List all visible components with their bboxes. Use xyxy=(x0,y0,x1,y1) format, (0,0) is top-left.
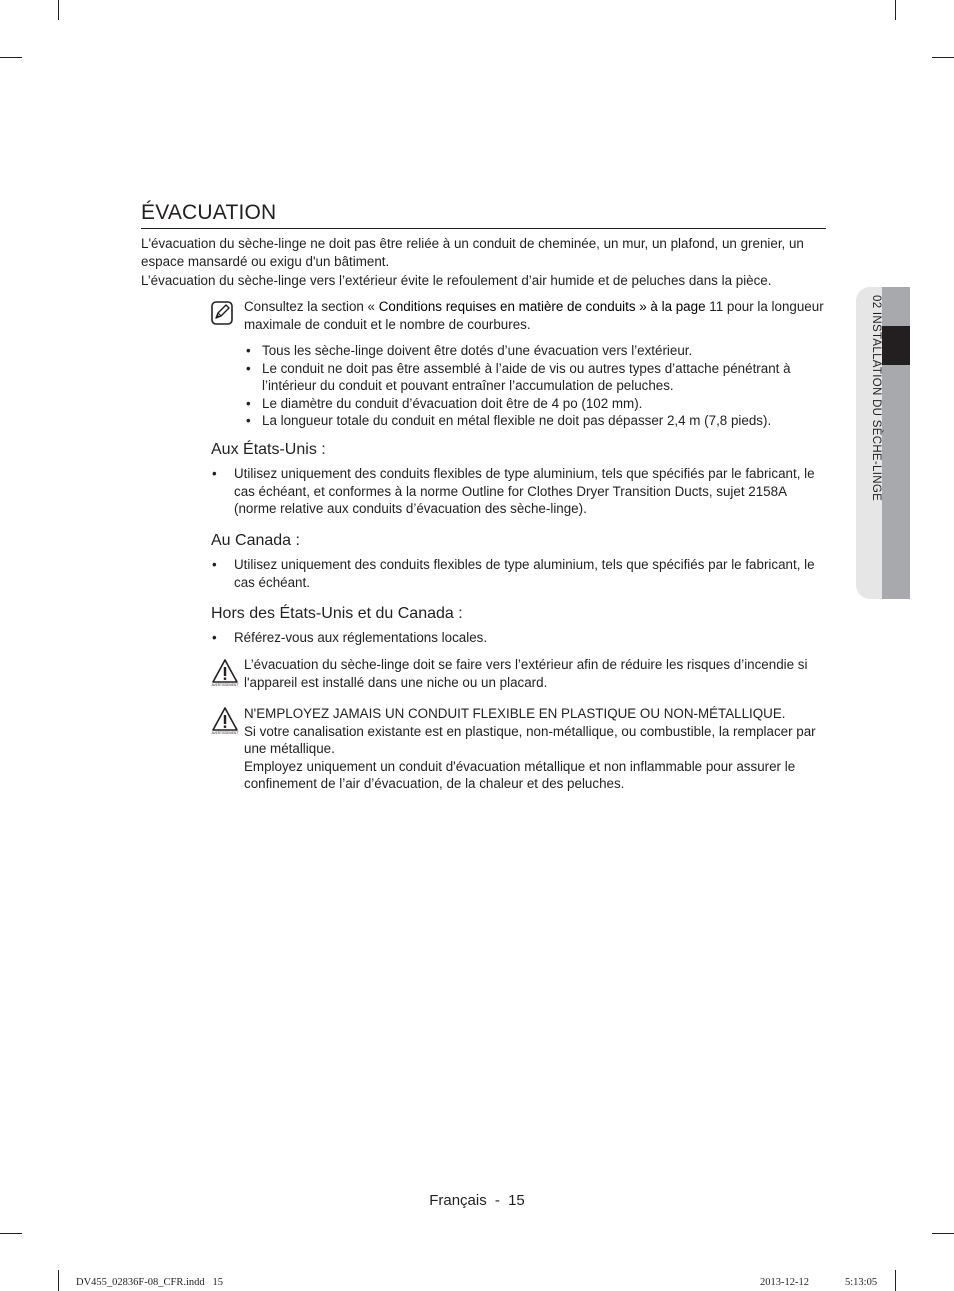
warning-text-1: L’évacuation du sèche-linge doit se faire vers l’extérieur afin de réduire les risques d’incendie si l'appareil est installé dans une niche ou un placard. xyxy=(244,657,808,690)
section-title: ÉVACUATION xyxy=(141,200,826,229)
note-pencil-icon xyxy=(211,301,233,325)
page-number: 15 xyxy=(508,1192,525,1209)
list-item: • Tous les sèche-linge doivent être dotés d’une évacuation vers l’extérieur. xyxy=(246,343,693,358)
page-footer xyxy=(0,1192,954,1209)
warning-label: AVERTISSEMENT xyxy=(211,731,239,735)
footer-separator: - xyxy=(494,1192,500,1209)
crop-mark xyxy=(58,1270,59,1291)
list-item: • Le diamètre du conduit d’évacuation doit être de 4 po (102 mm). xyxy=(246,395,643,411)
slug-filename: DV455_02836F-08_CFR.indd 15 xyxy=(76,1277,224,1288)
usa-bullet-list xyxy=(212,465,829,518)
crop-mark xyxy=(932,57,954,58)
warning-text-2: N'EMPLOYEZ JAMAIS UN CONDUIT FLEXIBLE EN PLASTIQUE OU NON-MÉTALLIQUE. Si votre canalisation existante est en plastique, non-métallique, ou combustible, la remplacer par une métallique. Employez uniquement un conduit d'évacuation métallique et non inflammable pour assurer le confinement de l’air d’évacuation, de la chaleur et des peluches. xyxy=(244,706,816,792)
crop-mark xyxy=(0,57,22,58)
crop-mark xyxy=(895,0,896,20)
crop-mark xyxy=(58,0,59,20)
list-item: • Utilisez uniquement des conduits flexibles de type aluminium, tels que spécifiés par le fabricant, le cas échéant. xyxy=(212,557,815,590)
intro-paragraph-2: L’évacuation du sèche-linge vers l’extérieur évite le refoulement d’air humide et de peluches dans la pièce. xyxy=(141,273,772,288)
outside-bullet-list xyxy=(212,629,829,647)
note-bullet-list xyxy=(246,342,832,430)
chapter-tab-label: 02 INSTALLATION DU SÈCHE-LINGE xyxy=(870,295,882,502)
note-prefix: Consultez la section « xyxy=(244,299,379,314)
subheading-outside: Hors des États-Unis et du Canada : xyxy=(211,605,463,622)
slug-date: 2013-12-12 xyxy=(760,1277,809,1288)
crop-mark xyxy=(895,1270,896,1291)
list-item: • La longueur totale du conduit en métal flexible ne doit pas dépasser 2,4 m (7,8 pieds). xyxy=(246,413,772,429)
list-item: • Référez-vous aux réglementations locales. xyxy=(212,630,488,645)
crop-mark xyxy=(0,1233,22,1234)
footer-language: Français xyxy=(429,1192,487,1209)
subheading-usa: Aux États-Unis : xyxy=(211,441,326,458)
canada-bullet-list xyxy=(212,556,829,591)
warning-label: AVERTISSEMENT xyxy=(211,683,239,687)
warning-triangle-icon xyxy=(210,706,240,738)
slug-time: 5:13:05 xyxy=(845,1277,878,1288)
list-item: • Le conduit ne doit pas être assemblé à l’aide de vis ou autres types d’attache pénétrant à l’intérieur du conduit et pouvant entraîner l’accumulation de peluches. xyxy=(246,360,791,394)
subheading-canada: Au Canada : xyxy=(211,532,300,549)
crop-mark xyxy=(932,1233,954,1234)
warning-triangle-icon xyxy=(210,658,240,690)
note-suffix: 11 pour la longueur maximale de conduit et le nombre de courbures. xyxy=(244,299,824,332)
list-item: • Utilisez uniquement des conduits flexibles de type aluminium, tels que spécifiés par le fabricant, le cas échéant, et conformes à la norme Outline for Clothes Dryer Transition Ducts, sujet 2158A (norme relative aux conduits d’évacuation des sèche-linge). xyxy=(212,466,815,517)
intro-paragraph-1: L'évacuation du sèche-linge ne doit pas être reliée à un conduit de cheminée, un mur, un plafond, un grenier, un espace mansardé ou exigu d'un bâtiment. xyxy=(141,236,804,269)
note-reference: Conditions requises en matière de conduits » à la page xyxy=(378,299,706,314)
chapter-tab-marker xyxy=(882,326,910,365)
note-text xyxy=(244,298,829,334)
